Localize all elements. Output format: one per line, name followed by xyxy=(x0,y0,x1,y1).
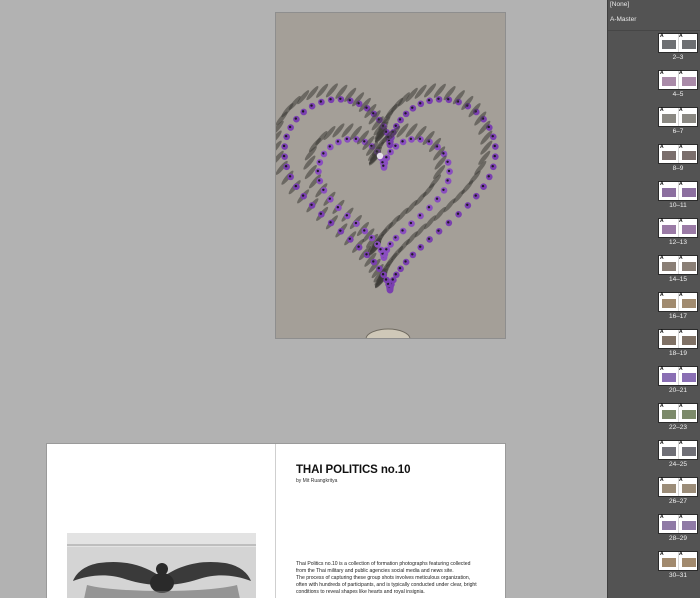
person-head xyxy=(372,260,374,262)
master-prefix-label: A xyxy=(679,33,683,39)
person-head xyxy=(372,112,374,114)
person-head xyxy=(318,179,320,181)
person-head xyxy=(448,170,450,172)
master-prefix-label: A xyxy=(660,144,664,150)
spread-item[interactable] xyxy=(608,292,700,329)
spread-item[interactable] xyxy=(608,477,700,514)
person-head xyxy=(289,126,291,128)
person-head xyxy=(436,198,438,200)
person-head xyxy=(466,204,468,206)
spread-label: 8–9 xyxy=(672,165,684,172)
thumb-image xyxy=(682,373,696,382)
thumb-image xyxy=(682,151,696,160)
person-head xyxy=(401,229,403,231)
person-head xyxy=(419,214,421,216)
master-prefix-label: A xyxy=(679,477,683,483)
spread-item[interactable] xyxy=(608,551,700,588)
person-head xyxy=(389,150,391,152)
person-head xyxy=(442,189,444,191)
body-line: Thai Politics no.10 is a collection of formation photographs featuring collected xyxy=(296,561,471,567)
spread-label: 20–21 xyxy=(668,387,688,394)
master-prefix-label: A xyxy=(660,292,664,298)
master-prefix-label: A xyxy=(660,255,664,261)
person-head xyxy=(310,204,312,206)
person-head xyxy=(385,248,387,250)
spread-thumbnail[interactable] xyxy=(658,144,698,164)
spread-item[interactable] xyxy=(608,181,700,218)
person-head xyxy=(329,221,331,223)
spread-thumbnail[interactable] xyxy=(658,33,698,53)
spread-item[interactable] xyxy=(608,70,700,107)
thumb-image xyxy=(682,299,696,308)
panel-divider xyxy=(608,30,700,31)
person-head xyxy=(320,213,322,215)
person-head xyxy=(389,243,391,245)
none-master-item[interactable]: [None] xyxy=(610,1,630,8)
spread-thumbnail[interactable] xyxy=(658,477,698,497)
thumb-image xyxy=(662,336,676,345)
thumb-image xyxy=(662,521,676,530)
master-prefix-label: A xyxy=(660,33,664,39)
person-head xyxy=(446,179,448,181)
person-head xyxy=(346,138,348,140)
thumb-image xyxy=(662,77,676,86)
person-head xyxy=(395,273,397,275)
person-head xyxy=(446,161,448,163)
thumb-image xyxy=(682,225,696,234)
person-head xyxy=(339,229,341,231)
person-head xyxy=(322,152,324,154)
person-head xyxy=(399,267,401,269)
person-head xyxy=(320,100,322,102)
thumb-image xyxy=(662,151,676,160)
person-head xyxy=(437,98,439,100)
master-prefix-label: A xyxy=(660,70,664,76)
spread-item[interactable] xyxy=(608,440,700,477)
master-prefix-label: A xyxy=(679,329,683,335)
person-head xyxy=(394,145,396,147)
person-head xyxy=(329,198,331,200)
spread-thumbnail[interactable] xyxy=(658,70,698,90)
person-head xyxy=(419,102,421,104)
person-head xyxy=(385,156,387,158)
master-prefix-label: A xyxy=(660,218,664,224)
spread-thumbnail[interactable] xyxy=(658,218,698,238)
thumb-image xyxy=(682,336,696,345)
spread-item[interactable] xyxy=(608,403,700,440)
spread-thumbnail[interactable] xyxy=(658,255,698,275)
person-head xyxy=(337,140,339,142)
person-head xyxy=(285,165,287,167)
thumb-image xyxy=(662,484,676,493)
person-head xyxy=(329,145,331,147)
spread-label: 24–25 xyxy=(668,461,688,468)
person-head xyxy=(475,194,477,196)
eagle-icon xyxy=(67,533,256,598)
thumb-image xyxy=(682,521,696,530)
master-prefix-label: A xyxy=(679,107,683,113)
person-head xyxy=(411,107,413,109)
thumb-image xyxy=(662,40,676,49)
master-prefix-label: A xyxy=(660,329,664,335)
spread-thumbnail[interactable] xyxy=(658,292,698,312)
body-line: The process of capturing these group shots involves meticulous organization, xyxy=(296,575,471,581)
right-page[interactable] xyxy=(276,444,505,598)
master-prefix-label: A xyxy=(679,440,683,446)
thumb-image xyxy=(662,225,676,234)
person-head xyxy=(392,278,394,280)
person-head xyxy=(302,194,304,196)
master-prefix-label: A xyxy=(679,292,683,298)
left-page[interactable] xyxy=(47,444,275,598)
person-head xyxy=(395,125,397,127)
spread-label: 30–31 xyxy=(668,572,688,579)
body-line: often with hundreds of participants, and is typically conducted under clear, bright xyxy=(296,582,477,588)
spread-thumbnail[interactable] xyxy=(658,329,698,349)
person-head xyxy=(492,135,494,137)
person-head xyxy=(310,104,312,106)
page-title[interactable]: THAI POLITICS no.10 xyxy=(296,464,411,476)
a-master-item[interactable]: A-Master xyxy=(610,16,637,23)
master-prefix-label: A xyxy=(660,477,664,483)
person-head xyxy=(410,138,412,140)
person-head xyxy=(411,253,413,255)
person-head xyxy=(355,222,357,224)
spread-item[interactable] xyxy=(608,144,700,181)
body-line: conditions to reveal shapes like hearts and royal insignia. xyxy=(296,589,425,595)
master-prefix-label: A xyxy=(679,255,683,261)
master-prefix-label: A xyxy=(679,366,683,372)
person-head xyxy=(289,175,291,177)
spread-label: 14–15 xyxy=(668,276,688,283)
person-head xyxy=(394,236,396,238)
person-head xyxy=(295,185,297,187)
spread-thumbnail[interactable] xyxy=(658,551,698,571)
spread-label: 18–19 xyxy=(668,350,688,357)
spread-label: 6–7 xyxy=(672,128,684,135)
thumb-image xyxy=(662,558,676,567)
person-head xyxy=(370,236,372,238)
person xyxy=(377,153,383,159)
master-prefix-label: A xyxy=(679,218,683,224)
spread-item[interactable] xyxy=(608,255,700,292)
master-prefix-label: A xyxy=(679,144,683,150)
thumb-image xyxy=(682,77,696,86)
master-prefix-label: A xyxy=(679,70,683,76)
spread-label: 4–5 xyxy=(672,91,684,98)
spread-item[interactable] xyxy=(608,218,700,255)
person-head xyxy=(378,267,380,269)
thumb-image xyxy=(682,40,696,49)
spread-label: 22–23 xyxy=(668,424,688,431)
spread-label: 2–3 xyxy=(672,54,684,61)
spread-label: 28–29 xyxy=(668,535,688,542)
master-prefix-label: A xyxy=(660,181,664,187)
person-head xyxy=(302,110,304,112)
person-head xyxy=(428,206,430,208)
person-head xyxy=(388,142,390,144)
heart-formation-image xyxy=(276,13,505,338)
spread-thumbnail[interactable] xyxy=(658,107,698,127)
spread-label: 16–17 xyxy=(668,313,688,320)
thumb-image xyxy=(682,558,696,567)
person-head xyxy=(363,229,365,231)
person-head xyxy=(419,245,421,247)
master-prefix-label: A xyxy=(679,551,683,557)
person-head xyxy=(363,140,365,142)
person-head xyxy=(283,155,285,157)
spread-item[interactable] xyxy=(608,366,700,403)
master-prefix-label: A xyxy=(660,514,664,520)
body-text-frame[interactable] xyxy=(296,561,496,596)
master-prefix-label: A xyxy=(660,107,664,113)
page-spread[interactable] xyxy=(46,443,506,598)
spread-thumbnail[interactable] xyxy=(658,181,698,201)
spread-thumbnail[interactable] xyxy=(658,403,698,423)
body-line: from the Thai military and public agencies social media and news site. xyxy=(296,568,454,574)
master-prefix-label: A xyxy=(679,514,683,520)
master-prefix-label: A xyxy=(679,403,683,409)
person-head xyxy=(428,99,430,101)
master-prefix-label: A xyxy=(679,181,683,187)
person-head xyxy=(404,260,406,262)
thumb-image xyxy=(662,188,676,197)
spread-label: 26–27 xyxy=(668,498,688,505)
thumb-image xyxy=(662,262,676,271)
eagle-formation-photo xyxy=(67,533,256,598)
master-prefix-label: A xyxy=(660,551,664,557)
person-head xyxy=(346,214,348,216)
thumb-image xyxy=(662,410,676,419)
person-head xyxy=(339,98,341,100)
person-head xyxy=(492,165,494,167)
person-head xyxy=(329,98,331,100)
spread-thumbnail[interactable] xyxy=(658,366,698,386)
person-head xyxy=(382,273,384,275)
page-heart-formation-photo[interactable] xyxy=(275,12,506,339)
master-prefix-label: A xyxy=(660,440,664,446)
person-head xyxy=(379,248,381,250)
person-head xyxy=(349,238,351,240)
person-head xyxy=(337,206,339,208)
person-head xyxy=(295,117,297,119)
person-head xyxy=(285,135,287,137)
spread-item[interactable] xyxy=(608,33,700,70)
spread-thumbnail[interactable] xyxy=(658,440,698,460)
person-head xyxy=(494,145,496,147)
person-head xyxy=(419,138,421,140)
person-head xyxy=(376,243,378,245)
thumb-image xyxy=(662,299,676,308)
thumb-image xyxy=(682,484,696,493)
person-head xyxy=(357,245,359,247)
spread-label: 10–11 xyxy=(669,202,687,209)
thumb-image xyxy=(682,262,696,271)
person-head xyxy=(318,161,320,163)
spread-item[interactable] xyxy=(608,514,700,551)
thumb-image xyxy=(682,447,696,456)
person-head xyxy=(322,189,324,191)
person-head xyxy=(494,155,496,157)
person-head xyxy=(410,222,412,224)
spread-item[interactable] xyxy=(608,329,700,366)
page-byline[interactable]: by Mit Ruangkritya xyxy=(296,478,338,484)
person-head xyxy=(385,278,387,280)
person-head xyxy=(482,185,484,187)
person-head xyxy=(317,170,319,172)
thumb-image xyxy=(662,114,676,123)
person-head xyxy=(401,140,403,142)
person-head xyxy=(447,221,449,223)
spread-thumbnail[interactable] xyxy=(658,514,698,534)
master-prefix-label: A xyxy=(660,366,664,372)
person-head xyxy=(365,253,367,255)
thumb-image xyxy=(662,373,676,382)
person-head xyxy=(437,229,439,231)
person-head xyxy=(283,145,285,147)
person-head xyxy=(355,138,357,140)
spread-label: 12–13 xyxy=(668,239,688,246)
person-head xyxy=(488,175,490,177)
person-head xyxy=(382,164,384,166)
pages-panel[interactable] xyxy=(607,0,700,598)
person-head xyxy=(428,238,430,240)
thumb-image xyxy=(682,188,696,197)
thumb-image xyxy=(662,447,676,456)
person-head xyxy=(457,213,459,215)
person-head xyxy=(399,118,401,120)
spread-item[interactable] xyxy=(608,107,700,144)
thumb-image xyxy=(682,114,696,123)
person-head xyxy=(404,112,406,114)
thumb-image xyxy=(682,410,696,419)
master-prefix-label: A xyxy=(660,403,664,409)
